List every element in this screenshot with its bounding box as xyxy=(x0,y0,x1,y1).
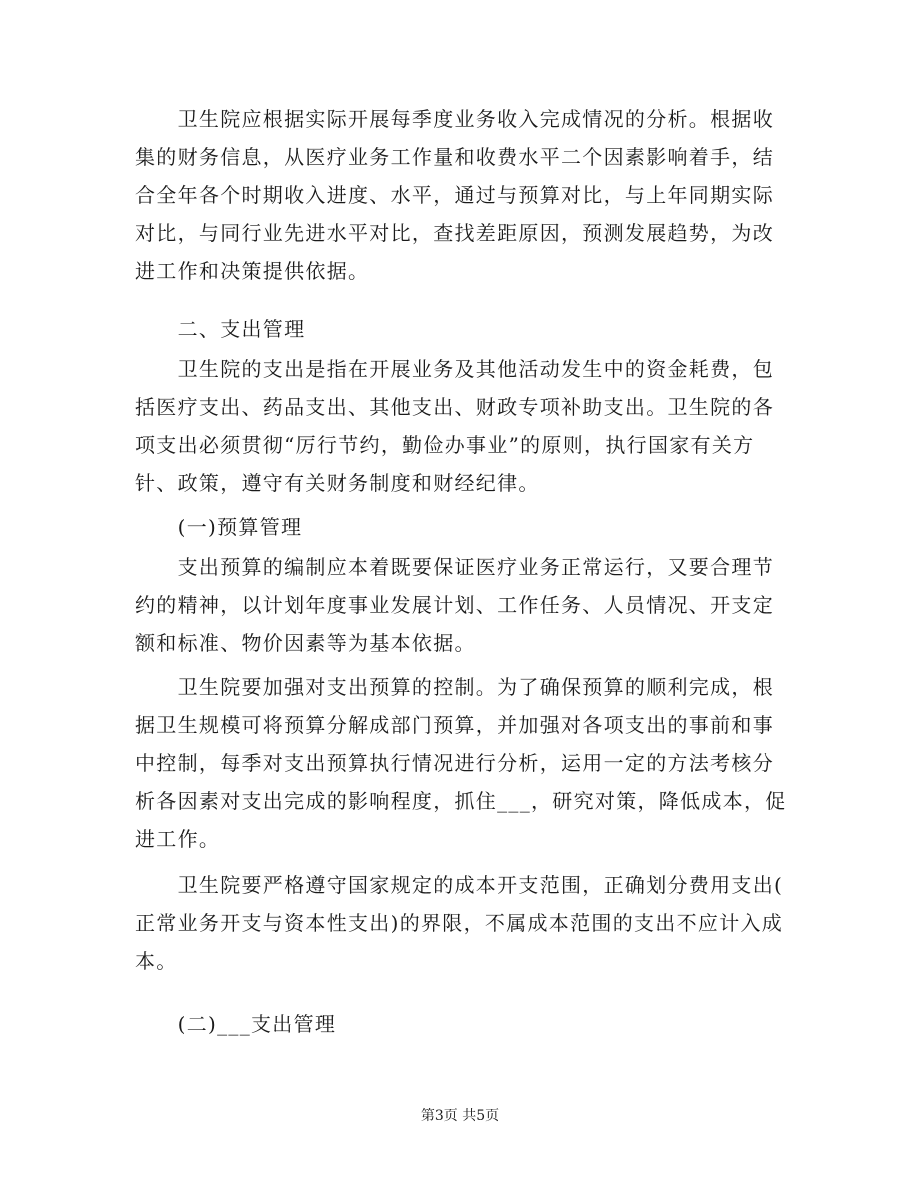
text-line: 进工作。 xyxy=(135,827,221,851)
paragraph xyxy=(135,508,795,546)
text-line: 支出预算的编制应本着既要保证医疗业务正常运行，又要合理节 xyxy=(135,555,774,579)
text-line: 正常业务开支与资本性支出)的界限，不属成本范围的支出不应计入成 xyxy=(135,911,784,935)
text-line: 卫生院要加强对支出预算的控制。为了确保预算的顺利完成，根 xyxy=(135,675,774,699)
paragraph xyxy=(135,668,795,858)
paragraph xyxy=(135,100,795,290)
text-line: 本。 xyxy=(135,949,178,973)
page-number-footer: 第3页 共5页 xyxy=(420,1108,500,1124)
text-line: 据卫生规模可将预算分解成部门预算，并加强对各项支出的事前和事 xyxy=(135,713,774,737)
text-line: 卫生院要严格遵守国家规定的成本开支范围，正确划分费用支出( xyxy=(135,873,784,897)
text-line: 项支出必须贯彻“厉行节约，勤俭办事业”的原则，执行国家有关方 xyxy=(135,433,755,457)
text-line: 对比，与同行业先进水平对比，查找差距原因，预测发展趋势，为改 xyxy=(135,221,774,245)
text-line: 二、支出管理 xyxy=(135,317,306,341)
text-line: 约的精神，以计划年度事业发展计划、工作任务、人员情况、开支定 xyxy=(135,593,774,617)
paragraph xyxy=(135,350,795,502)
text-line: 卫生院的支出是指在开展业务及其他活动发生中的资金耗费，包 xyxy=(135,357,774,381)
paragraph xyxy=(135,548,795,662)
text-line: 析各因素对支出完成的影响程度，抓住___，研究对策，降低成本，促 xyxy=(135,789,787,813)
text-line: 中控制，每季对支出预算执行情况进行分析，运用一定的方法考核分 xyxy=(135,751,774,775)
paragraph xyxy=(135,866,795,980)
text-line: 针、政策，遵守有关财务制度和财经纪律。 xyxy=(135,471,540,495)
text-line: 合全年各个时期收入进度、水平，通过与预算对比，与上年同期实际 xyxy=(135,183,774,207)
paragraph xyxy=(135,310,795,348)
text-line: 括医疗支出、药品支出、其他支出、财政专项补助支出。卫生院的各 xyxy=(135,395,774,419)
text-line: 卫生院应根据实际开展每季度业务收入完成情况的分析。根据收 xyxy=(135,107,774,131)
text-line: (一)预算管理 xyxy=(135,515,303,539)
text-line: 进工作和决策提供依据。 xyxy=(135,259,370,283)
paragraph xyxy=(135,1005,795,1043)
text-line: (二)___支出管理 xyxy=(135,1012,337,1036)
text-line: 集的财务信息，从医疗业务工作量和收费水平二个因素影响着手，结 xyxy=(135,145,774,169)
text-line: 额和标准、物价因素等为基本依据。 xyxy=(135,631,476,655)
